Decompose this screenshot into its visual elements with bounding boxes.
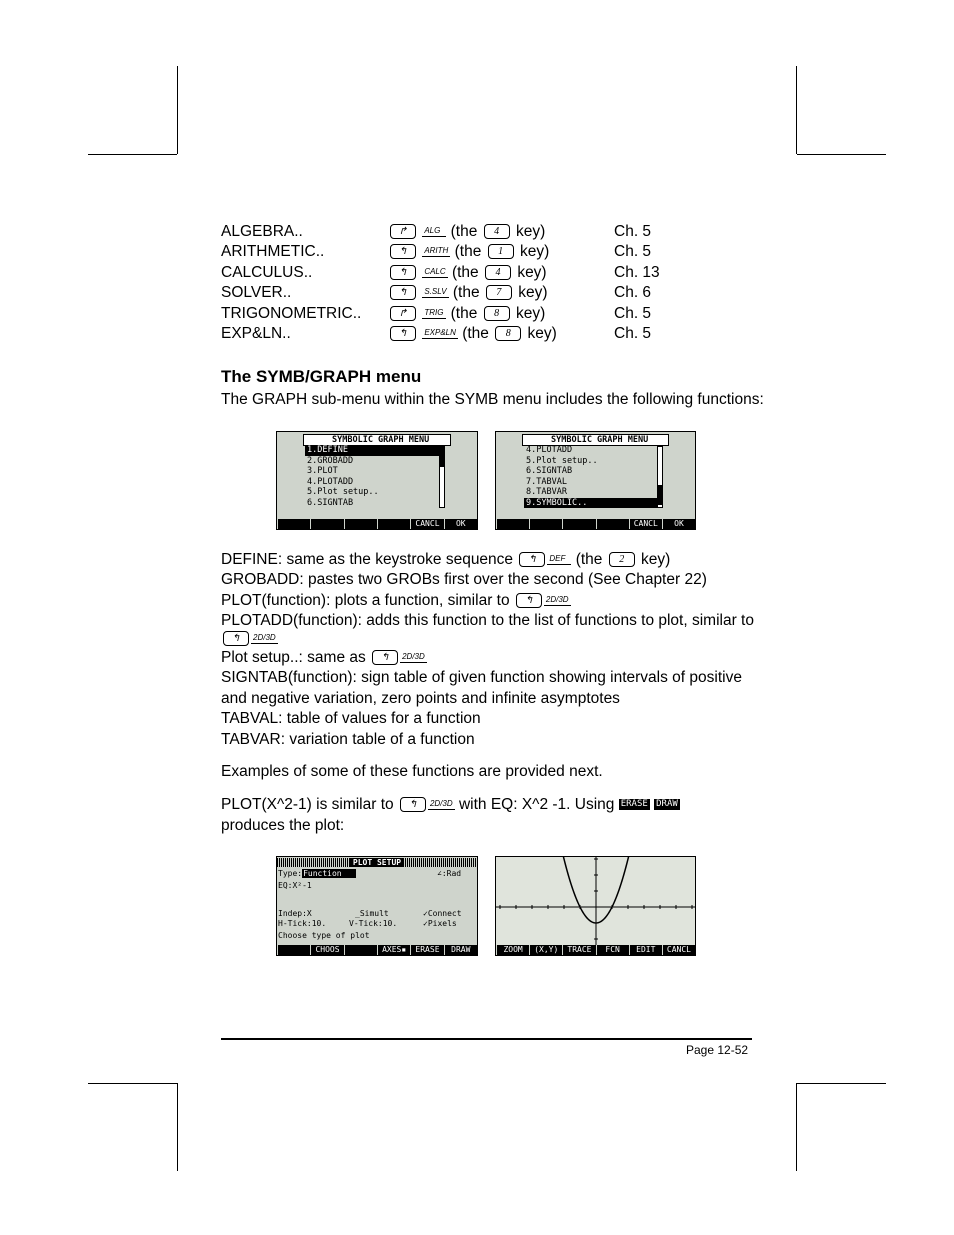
menu-row xyxy=(221,283,291,303)
the-text: (the xyxy=(451,264,479,281)
screen-title-bar xyxy=(277,858,477,867)
key-label: 2D/3D xyxy=(402,652,425,662)
the-text: (the xyxy=(454,243,482,260)
key-label: ARITH xyxy=(424,246,449,256)
fcn-softkey[interactable]: FCN xyxy=(596,945,629,955)
menu-name: ALGEBRA.. xyxy=(221,223,303,240)
softkey[interactable] xyxy=(529,519,562,529)
eq-field[interactable]: X²-1 xyxy=(292,881,312,890)
left-shift-key: ↰ xyxy=(390,244,416,259)
left-shift-key: ↰ xyxy=(372,650,398,665)
plotsetup-text: Plot setup..: same as xyxy=(221,649,366,666)
key-label: ALG xyxy=(422,226,446,237)
calc-screen-plot-setup xyxy=(276,856,478,956)
chapter-ref: Ch. 5 xyxy=(614,305,652,322)
crop-mark xyxy=(796,66,797,154)
left-shift-key: ↰ xyxy=(223,631,249,646)
ok-softkey[interactable]: OK xyxy=(444,519,477,529)
ok-softkey[interactable]: OK xyxy=(662,519,695,529)
list-item[interactable]: 1.DEFINE xyxy=(305,445,440,456)
softkey-bar xyxy=(496,945,695,955)
left-shift-key: ↰ xyxy=(519,552,545,567)
digit-key: 2 xyxy=(609,552,635,567)
softkey[interactable] xyxy=(277,519,310,529)
right-shift-key: ↱ xyxy=(390,306,416,321)
trace-softkey[interactable]: TRACE xyxy=(562,945,595,955)
crop-mark xyxy=(796,1083,797,1171)
plot-example-text: PLOT(X^2-1) is similar to xyxy=(221,796,394,813)
plot-line xyxy=(221,591,571,611)
softkey-bar xyxy=(277,519,477,529)
menu-list xyxy=(524,445,659,508)
left-shift-key: ↰ xyxy=(516,593,542,608)
key-label: 2D/3D xyxy=(253,633,276,643)
plotsetup-line xyxy=(221,648,427,668)
tabvar-line: TABVAR: variation table of a function xyxy=(221,731,475,748)
menu-name: CALCULUS.. xyxy=(221,264,313,281)
key-text: key) xyxy=(518,284,548,301)
list-item[interactable]: 7.TABVAL xyxy=(526,476,567,487)
keystroke xyxy=(388,283,548,303)
tabval-line: TABVAL: table of values for a function xyxy=(221,710,481,727)
key-text: key) xyxy=(515,223,546,240)
softkey[interactable] xyxy=(344,519,377,529)
menu-name: EXP&LN.. xyxy=(221,325,291,342)
keystroke xyxy=(388,324,557,344)
plot-text: PLOT(function): plots a function, similar to xyxy=(221,592,510,609)
list-item[interactable]: 4.PLOTADD xyxy=(307,476,354,487)
the-text: (the xyxy=(462,325,489,342)
calc-screen-graph-menu-2 xyxy=(495,431,696,530)
keystroke xyxy=(388,242,549,262)
key-text: key) xyxy=(527,325,557,342)
chapter-ref: Ch. 5 xyxy=(614,325,652,342)
the-text: (the xyxy=(452,284,480,301)
softkey-bar xyxy=(277,945,477,955)
menu-name: TRIGONOMETRIC.. xyxy=(221,305,362,322)
key-label: 2D/3D xyxy=(429,799,453,809)
menu-row xyxy=(221,222,303,242)
menu-row xyxy=(221,263,312,283)
angle-mode[interactable]: ∠:Rad xyxy=(437,869,462,878)
menu-row xyxy=(221,304,361,324)
connect-checkbox[interactable]: ✓Connect xyxy=(423,909,462,918)
type-row xyxy=(278,869,356,879)
digit-key: 1 xyxy=(488,244,514,259)
digit-key: 4 xyxy=(484,224,510,239)
vtick-field[interactable]: V-Tick:10. xyxy=(349,919,398,928)
plotadd-line: PLOTADD(function): adds this function to the list of functions to plot, similar to xyxy=(221,612,754,629)
indep-field[interactable]: Indep:X xyxy=(278,909,312,918)
screen-title: SYMBOLIC GRAPH MENU xyxy=(303,434,451,446)
list-item[interactable]: 5.Plot setup.. xyxy=(526,455,598,466)
cancel-softkey[interactable]: CANCL xyxy=(662,945,695,955)
menu-name: ARITHMETIC.. xyxy=(221,243,325,260)
softkey-bar xyxy=(496,519,695,529)
crop-mark xyxy=(88,154,177,155)
crop-mark xyxy=(177,1083,178,1171)
signtab-line-2: and negative variation, zero points and infinite asymptotes xyxy=(221,690,620,707)
keystroke xyxy=(388,304,545,324)
softkey[interactable] xyxy=(344,945,377,955)
plot-example-line-2: produces the plot: xyxy=(221,817,345,834)
digit-key: 7 xyxy=(486,285,512,300)
pixels-checkbox[interactable]: ✓Pixels xyxy=(423,919,457,928)
left-shift-key: ↰ xyxy=(390,285,416,300)
page-number: Page 12-52 xyxy=(686,1043,749,1057)
examples-text: Examples of some of these functions are provided next. xyxy=(221,763,603,780)
digit-key: 8 xyxy=(495,326,521,341)
the-text: (the xyxy=(450,223,478,240)
choose-softkey[interactable]: CHOOS xyxy=(310,945,343,955)
list-item[interactable]: 2.GROBADD xyxy=(307,455,354,466)
eq-label: EQ: xyxy=(278,881,293,890)
cancel-softkey[interactable]: CANCL xyxy=(410,519,443,529)
simult-checkbox[interactable]: _Simult xyxy=(355,909,389,918)
crop-mark xyxy=(177,66,178,154)
key-label: 2D/3D xyxy=(545,595,569,605)
axes-softkey[interactable]: AXES▪ xyxy=(377,945,410,955)
digit-key: 4 xyxy=(485,265,511,280)
softkey[interactable] xyxy=(310,519,343,529)
erase-softkey: ERASE xyxy=(620,799,648,810)
draw-softkey[interactable]: DRAW xyxy=(444,945,477,955)
list-item[interactable]: 3.PLOT xyxy=(307,466,338,476)
type-label: Type: xyxy=(278,869,303,878)
chapter-ref: Ch. 5 xyxy=(614,243,652,260)
xy-softkey[interactable]: (X,Y) xyxy=(529,945,562,955)
signtab-line: SIGNTAB(function): sign table of given function showing intervals of positive xyxy=(221,669,742,686)
the-text: (the xyxy=(575,551,603,568)
left-shift-key: ↰ xyxy=(390,326,416,341)
plotadd-keys xyxy=(221,629,278,649)
chapter-ref: Ch. 13 xyxy=(614,264,660,281)
menu-name: SOLVER.. xyxy=(221,284,292,301)
type-field[interactable]: Function xyxy=(302,869,356,878)
keystroke xyxy=(388,263,547,283)
define-text: DEFINE: same as the keystroke sequence xyxy=(221,551,514,568)
the-text: (the xyxy=(450,305,478,322)
key-label: EXP&LN xyxy=(424,328,456,338)
left-shift-key: ↰ xyxy=(400,797,426,812)
list-item[interactable]: 8.TABVAR xyxy=(526,487,567,497)
key-label: DEF xyxy=(547,554,571,565)
erase-softkey[interactable]: ERASE xyxy=(410,945,443,955)
zoom-softkey[interactable]: ZOOM xyxy=(496,945,529,955)
softkey[interactable] xyxy=(277,945,310,955)
cancel-softkey[interactable]: CANCL xyxy=(629,519,662,529)
list-item[interactable]: 9.SYMBOLIC.. xyxy=(524,498,659,509)
crop-mark xyxy=(797,154,886,155)
key-text: key) xyxy=(641,551,671,568)
grobadd-line: GROBADD: pastes two GROBs first over the second (See Chapter 22) xyxy=(221,571,707,588)
plot-example-line xyxy=(221,795,680,815)
key-text: key) xyxy=(515,305,546,322)
right-shift-key: ↱ xyxy=(390,224,416,239)
edit-softkey[interactable]: EDIT xyxy=(629,945,662,955)
intro-text: The GRAPH sub-menu within the SYMB menu includes the following functions: xyxy=(221,391,764,408)
left-shift-key: ↰ xyxy=(390,265,416,280)
footer-rule xyxy=(221,1038,752,1040)
list-item[interactable]: 6.SIGNTAB xyxy=(307,497,354,508)
htick-field[interactable]: H-Tick:10. xyxy=(278,919,327,928)
list-item[interactable]: 5.Plot setup.. xyxy=(307,487,379,497)
chapter-ref: Ch. 5 xyxy=(614,223,652,240)
key-label: S.SLV xyxy=(424,287,447,297)
crop-mark xyxy=(797,1083,886,1084)
list-item[interactable]: 6.SIGNTAB xyxy=(526,466,573,476)
menu-row xyxy=(221,242,324,262)
softkey[interactable] xyxy=(596,519,629,529)
plot-example-text-2: with EQ: X^2 -1. Using xyxy=(458,796,615,813)
scrollbar[interactable] xyxy=(657,446,663,508)
section-heading: The SYMB/GRAPH menu xyxy=(221,367,422,386)
keystroke xyxy=(388,222,545,242)
calc-screen-plot xyxy=(495,856,696,956)
softkey[interactable] xyxy=(562,519,595,529)
key-label: TRIG xyxy=(422,308,446,319)
eq-row xyxy=(278,881,312,891)
draw-softkey: DRAW xyxy=(656,799,678,810)
softkey[interactable] xyxy=(496,519,529,529)
define-line xyxy=(221,550,670,570)
screen-title: PLOT SETUP xyxy=(350,858,404,867)
list-item[interactable]: 4.PLOTADD xyxy=(526,445,573,455)
key-text: key) xyxy=(519,243,550,260)
hint-text: Choose type of plot xyxy=(278,931,370,940)
softkey[interactable] xyxy=(377,519,410,529)
menu-row xyxy=(221,324,291,344)
menu-list xyxy=(305,445,440,508)
plot-area xyxy=(496,857,695,945)
chapter-ref: Ch. 6 xyxy=(614,284,652,301)
scrollbar[interactable] xyxy=(439,446,445,508)
screen-title: SYMBOLIC GRAPH MENU xyxy=(522,434,669,446)
calc-screen-graph-menu-1 xyxy=(276,431,478,530)
crop-mark xyxy=(88,1083,177,1084)
digit-key: 8 xyxy=(484,306,510,321)
key-label: CALC xyxy=(424,267,446,277)
key-text: key) xyxy=(517,264,547,281)
